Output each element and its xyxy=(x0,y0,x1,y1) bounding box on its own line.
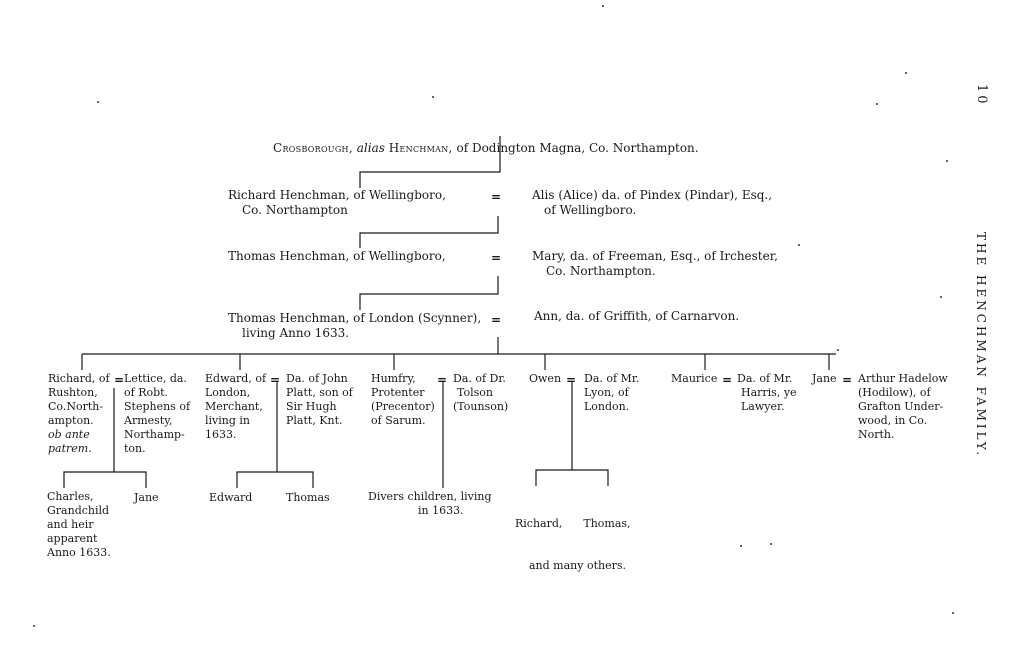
child-humfry-line: Protenter xyxy=(371,386,425,399)
gen3-wife xyxy=(534,309,739,324)
gen3-wife-line1: Ann, da. of Griffith, of Carnarvon. xyxy=(534,309,740,323)
spouse-lyon-line: Lyon, of xyxy=(584,386,629,399)
spouse-tolson xyxy=(453,372,508,414)
gen1-marriage-sign: = xyxy=(491,190,502,204)
spouse-lettice-line: Stephens of xyxy=(124,400,191,413)
spouse-lettice-line: Armesty, xyxy=(124,414,173,427)
running-head: THE HENCHMAN FAMILY. xyxy=(974,232,988,459)
gen2-wife-line2: Co. Northampton. xyxy=(546,264,656,278)
maurice-marriage-sign: = xyxy=(722,373,733,387)
page-number: 10 xyxy=(974,84,989,107)
spouse-lyon xyxy=(584,372,639,414)
child-richard-line: Richard, of xyxy=(48,372,110,385)
spouse-harris-line: Lawyer. xyxy=(741,400,785,413)
grandchildren-owen-line: and many others. xyxy=(529,559,627,572)
spouse-hadelow-line: Grafton Under- xyxy=(858,400,944,413)
spouse-tolson-line: Da. of Dr. xyxy=(453,372,506,385)
gen1-wife xyxy=(532,188,772,218)
spouse-hadelow xyxy=(858,372,948,442)
gen1-husband-line1: Richard Henchman, of Wellingboro, xyxy=(228,188,446,202)
child-edward-line: living in xyxy=(205,414,250,427)
spouse-harris-line: Harris, ye xyxy=(741,386,797,399)
line-gen1-down xyxy=(360,216,498,248)
gen1-husband xyxy=(228,188,446,218)
grandchildren-owen-line: Richard, Thomas, xyxy=(515,517,631,530)
child-richard-line: Co.North- xyxy=(48,400,104,413)
humfry-marriage-sign: = xyxy=(437,373,448,387)
child-humfry-line: of Sarum. xyxy=(371,414,426,427)
spouse-lettice-line: Northamp- xyxy=(124,428,185,441)
spouse-platt-line: Da. of John xyxy=(286,372,348,385)
child-owen-line: Owen xyxy=(529,372,562,385)
scan-speck xyxy=(940,296,942,298)
spouse-hadelow-line: (Hodilow), of xyxy=(858,386,931,399)
header-place: of Dodington Magna, Co. Northampton. xyxy=(456,141,699,155)
grandchildren-divers-line: in 1633. xyxy=(418,504,464,517)
gen2-husband xyxy=(228,249,446,264)
child-edward-line: London, xyxy=(205,386,251,399)
child-richard-note: patrem. xyxy=(48,442,92,455)
child-edward-line: 1633. xyxy=(205,428,237,441)
scan-speck xyxy=(905,72,907,74)
header-alias: alias xyxy=(356,141,385,155)
spouse-tolson-line: (Tounson) xyxy=(453,400,509,413)
spouse-lettice-line: of Robt. xyxy=(124,386,169,399)
gen1-husband-line2: Co. Northampton xyxy=(242,203,348,217)
scan-speck xyxy=(33,625,35,627)
spouse-tolson-line: Tolson xyxy=(457,386,493,399)
gen2-husband-line1: Thomas Henchman, of Wellingboro, xyxy=(228,249,446,263)
header-alias-name: Henchman, xyxy=(388,141,453,155)
scan-speck xyxy=(876,103,878,105)
grandchild-edward: Edward xyxy=(209,491,253,504)
gen3-marriage-sign: = xyxy=(491,313,502,327)
scan-speck xyxy=(770,543,772,545)
gen3-husband-line2: living Anno 1633. xyxy=(242,326,350,340)
scan-speck xyxy=(602,5,604,7)
spouse-platt-line: Sir Hugh xyxy=(286,400,337,413)
child-jane-line: Jane xyxy=(812,372,837,385)
owen-marriage-sign: = xyxy=(566,373,577,387)
scan-speck xyxy=(432,96,434,98)
child-richard-line: ampton. xyxy=(48,414,94,427)
scan-speck xyxy=(946,160,948,162)
header-surname: Crosborough, xyxy=(273,141,353,155)
child-humfry xyxy=(371,372,435,428)
scan-speck xyxy=(837,349,839,351)
spouse-hadelow-line: Arthur Hadelow xyxy=(858,372,948,385)
child-edward-line: Edward, of xyxy=(205,372,267,385)
child-richard-note: ob ante xyxy=(48,428,90,441)
grandchildren-owen xyxy=(515,489,631,601)
child-humfry-line: (Precentor) xyxy=(371,400,435,413)
spouse-hadelow-line: wood, in Co. xyxy=(858,414,928,427)
gen3-husband-line1: Thomas Henchman, of London (Scynner), xyxy=(228,311,482,325)
grandchild-charles-line: Grandchild xyxy=(47,504,110,517)
spouse-lettice-line: ton. xyxy=(124,442,146,455)
jane-marriage-sign: = xyxy=(842,373,853,387)
gen2-marriage-sign: = xyxy=(491,251,502,265)
line-gen2-down xyxy=(360,276,498,310)
header-line xyxy=(273,141,699,156)
child-humfry-line: Humfry, xyxy=(371,372,416,385)
gen1-wife-line2: of Wellingboro. xyxy=(544,203,637,217)
spouse-lettice-line: Lettice, da. xyxy=(124,372,187,385)
child-maurice xyxy=(671,372,717,386)
scan-speck xyxy=(952,612,954,614)
richard-marriage-sign: = xyxy=(114,373,125,387)
gen2-wife xyxy=(532,249,778,279)
grandchild-charles-line: and heir xyxy=(47,518,94,531)
gen1-wife-line1: Alis (Alice) da. of Pindex (Pindar), Esq., xyxy=(532,188,773,202)
spouse-platt xyxy=(286,372,353,428)
child-edward xyxy=(205,372,266,442)
child-owen xyxy=(529,372,561,386)
grandchild-jane: Jane xyxy=(134,491,159,504)
child-richard-line: Rushton, xyxy=(48,386,98,399)
spouse-platt-line: Platt, Knt. xyxy=(286,414,343,427)
spouse-lyon-line: Da. of Mr. xyxy=(584,372,640,385)
child-jane xyxy=(812,372,837,386)
child-maurice-line: Maurice xyxy=(671,372,718,385)
edward-marriage-sign: = xyxy=(270,373,281,387)
grandchild-charles-line: Anno 1633. xyxy=(47,546,111,559)
spouse-lettice xyxy=(124,372,190,456)
spouse-hadelow-line: North. xyxy=(858,428,895,441)
grandchildren-divers xyxy=(368,490,492,518)
gen2-wife-line1: Mary, da. of Freeman, Esq., of Irchester, xyxy=(532,249,778,263)
spouse-lyon-line: London. xyxy=(584,400,630,413)
grandchildren-divers-line: Divers children, living xyxy=(368,490,492,503)
grandchild-charles-line: Charles, xyxy=(47,490,94,503)
gen3-husband xyxy=(228,311,481,341)
scan-speck xyxy=(97,101,99,103)
child-richard xyxy=(48,372,110,456)
grandchild-charles-line: apparent xyxy=(47,532,98,545)
scan-speck xyxy=(740,545,742,547)
grandchild-thomas: Thomas xyxy=(286,491,330,504)
child-edward-line: Merchant, xyxy=(205,400,263,413)
spouse-harris-line: Da. of Mr. xyxy=(737,372,793,385)
scan-speck xyxy=(798,244,800,246)
spouse-platt-line: Platt, son of xyxy=(286,386,353,399)
spouse-harris xyxy=(737,372,797,414)
grandchild-charles xyxy=(47,490,111,560)
